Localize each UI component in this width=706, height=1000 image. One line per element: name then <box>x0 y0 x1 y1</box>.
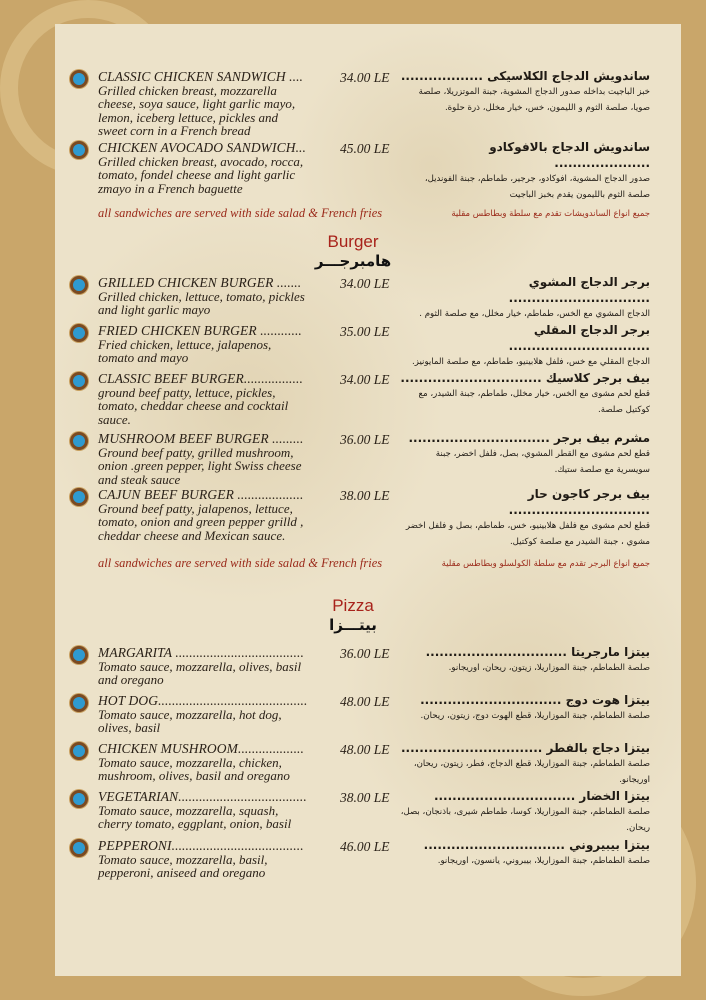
item-description: Tomato sauce, mozzarella, squash, cherry tomato, eggplant, onion, basil <box>98 802 292 831</box>
item-description: Grilled chicken breast, avocado, rocca, tomato, fondel cheese and light garlic zmayo in a French baguette <box>98 153 304 196</box>
item-english <box>98 70 308 138</box>
item-name-ar: بيف برجر كاجون حار ............................... <box>508 487 650 517</box>
item-english <box>98 646 308 687</box>
section-note-ar: جميع انواع الساندويشات تقدم مع سلطة وبطاطس مقلية <box>451 209 650 219</box>
item-name: FRIED CHICKEN BURGER ............ <box>98 323 302 338</box>
item-price: 48.00 LE <box>340 742 390 757</box>
item-name: CAJUN BEEF BURGER ................... <box>98 487 304 502</box>
item-name-ar: ساندويش الدجاج بالافوكادو ..................... <box>489 140 650 170</box>
item-english <box>98 141 308 195</box>
section-note: all sandwiches are served with side salad & French fries <box>98 556 383 570</box>
item-price: 35.00 LE <box>340 324 390 339</box>
item-name: CHICKEN MUSHROOM................... <box>98 741 304 756</box>
item-description-ar: قطع لحم مشوى مع فلفل هلابينيو، خس، طماطم، بصل و فلفل اخضر مشوي ، جبنة الشيدر مع صلصة كوكتيل. <box>405 521 650 547</box>
item-price: 34.00 LE <box>340 70 390 85</box>
item-english <box>98 742 308 783</box>
item-description: Tomato sauce, mozzarella, olives, basil and oregano <box>98 658 302 687</box>
section-note: all sandwiches are served with side salad & French fries <box>98 206 383 220</box>
item-description-ar: قطع لحم مشوى مع الخس، خيار مخلل، طماطم، جبنة الشيدر، مع كوكتيل صلصة. <box>418 389 650 415</box>
item-arabic <box>400 322 650 370</box>
item-name-ar: بيتزا مارجريتا ............................... <box>425 645 650 659</box>
item-description: Ground beef patty, jalapenos, lettuce, tomato, onion and green pepper grilld , cheddar cheese and Mexican sauce. <box>98 500 304 543</box>
item-description: ground beef patty, lettuce, pickles, tomato, cheddar cheese and cocktail sauce. <box>98 384 289 427</box>
item-name-ar: بيف برجر كلاسيك ............................... <box>400 371 650 385</box>
item-english <box>98 276 308 317</box>
section-title-ar-burger: هامبرجـــر <box>314 252 392 270</box>
item-english <box>98 839 308 880</box>
item-name: VEGETARIAN..................................... <box>98 789 307 804</box>
item-description-ar: خبز الباجيت بداخله صدور الدجاج المشوية، جبنة الموتزريلا، صلصة صويا، صلصة الثوم و الليمون، خس، خيار مخلل، ذرة حلوة. <box>418 87 650 113</box>
item-arabic <box>400 692 650 724</box>
menu-bullet-icon <box>70 324 88 342</box>
item-price: 48.00 LE <box>340 694 390 709</box>
item-arabic <box>400 430 650 478</box>
menu-bullet-icon <box>70 742 88 760</box>
item-arabic <box>400 68 650 116</box>
item-arabic <box>400 370 650 418</box>
item-english <box>98 694 308 735</box>
item-description: Fried chicken, lettuce, jalapenos, tomato and mayo <box>98 336 272 365</box>
item-description-ar: قطع لحم مشوى مع القطر المشوي، بصل، فلفل اخضر، جبنة سويسرية مع صلصة ستيك. <box>435 449 650 475</box>
item-name: CHICKEN AVOCADO SANDWICH... <box>98 140 307 155</box>
item-arabic <box>400 644 650 676</box>
item-english <box>98 372 308 426</box>
menu-bullet-icon <box>70 488 88 506</box>
menu-bullet-icon <box>70 276 88 294</box>
menu-bullet-icon <box>70 70 88 88</box>
item-description-ar: صدور الدجاج المشوية، افوكادو، جرجير، طماطم، جبنة الفونديل، صلصة الثوم بالليمون يقدم بخبز الباجيت <box>424 174 650 200</box>
item-description: Grilled chicken, lettuce, tomato, pickles and light garlic mayo <box>98 288 305 317</box>
section-title-ar-pizza: بيتـــزا <box>329 616 377 634</box>
item-description-ar: صلصة الطماطم، جبنة الموزاريلا، كوسا، طماطم شيرى، باذنجان، بصل، ريحان. <box>400 807 650 833</box>
item-arabic <box>400 486 650 550</box>
menu-bullet-icon <box>70 432 88 450</box>
item-name-ar: بيتزا هوت دوج ............................... <box>420 693 650 707</box>
item-description-ar: صلصة الطماطم، جبنة الموزاريلا، زيتون، ريحان، اوريجانو. <box>448 663 650 673</box>
item-name-ar: برجر الدجاج المشوي ............................... <box>508 275 650 305</box>
item-arabic <box>400 139 650 203</box>
item-price: 34.00 LE <box>340 276 390 291</box>
item-price: 36.00 LE <box>340 432 390 447</box>
menu-bullet-icon <box>70 646 88 664</box>
item-name-ar: برجر الدجاج المقلي ............................... <box>508 323 650 353</box>
item-price: 46.00 LE <box>340 839 390 854</box>
item-name-ar: بيتزا بيبيروني ............................... <box>423 838 650 852</box>
item-description-ar: صلصة الطماطم، جبنة الموزاريلا، بيبروني، يانسون، اوريجانو. <box>437 856 650 866</box>
menu-bullet-icon <box>70 141 88 159</box>
item-name: CLASSIC CHICKEN SANDWICH .... <box>98 69 304 84</box>
item-name: CLASSIC BEEF BURGER................. <box>98 371 303 386</box>
item-name: PEPPERONI...................................... <box>98 838 304 853</box>
item-arabic <box>400 788 650 836</box>
item-price: 38.00 LE <box>340 790 390 805</box>
item-description: Tomato sauce, mozzarella, chicken, mushroom, olives, basil and oregano <box>98 754 290 783</box>
item-name-ar: بيتزا دجاج بالفطر ............................... <box>401 741 650 755</box>
item-description-ar: صلصة الطماطم، جبنة الموزاريلا، قطع الدجاج، فطر، زيتون، ريحان، اوريجانو. <box>413 759 650 785</box>
section-title-pizza: Pizza <box>332 596 374 615</box>
item-english <box>98 488 308 542</box>
section-title-burger: Burger <box>327 232 379 251</box>
item-description: Ground beef patty, grilled mushroom, onion .green pepper, light Swiss cheese and steak sauce <box>98 444 302 487</box>
item-name-ar: ساندويش الدجاج الكلاسيكى .................. <box>400 69 650 83</box>
item-name: MUSHROOM BEEF BURGER ......... <box>98 431 304 446</box>
item-arabic <box>400 274 650 322</box>
item-name: GRILLED CHICKEN BURGER ....... <box>98 275 302 290</box>
item-price: 38.00 LE <box>340 488 390 503</box>
menu-bullet-icon <box>70 372 88 390</box>
section-note-ar: جميع انواع البرجر تقدم مع سلطة الكولسلو وبطاطس مقلية <box>441 559 650 569</box>
menu-bullet-icon <box>70 790 88 808</box>
item-description-ar: الدجاج المقلي مع خس، فلفل هلابينيو، طماطم، مع صلصة المايونيز. <box>411 357 650 367</box>
menu-bullet-icon <box>70 839 88 857</box>
item-name: MARGARITA ..................................... <box>98 645 304 660</box>
item-description-ar: الدجاج المشوي مع الخس، طماطم، خيار مخلل، مع صلصة الثوم . <box>419 309 650 319</box>
item-description: Tomato sauce, mozzarella, hot dog, olives, basil <box>98 706 282 735</box>
item-description: Grilled chicken breast, mozzarella cheese, soya sauce, light garlic mayo, lemon, iceberg lettuce, pickles and sweet corn in a French bread <box>98 82 296 138</box>
item-arabic <box>400 740 650 788</box>
item-english <box>98 432 308 486</box>
item-arabic <box>400 837 650 869</box>
item-english <box>98 790 308 831</box>
item-english <box>98 324 308 365</box>
item-name: HOT DOG........................................... <box>98 693 308 708</box>
item-price: 36.00 LE <box>340 646 390 661</box>
item-price: 34.00 LE <box>340 372 390 387</box>
item-name-ar: مشرم بيف برجر ............................... <box>408 431 650 445</box>
item-name-ar: بيتزا الخضار ............................... <box>433 789 650 803</box>
item-price: 45.00 LE <box>340 141 390 156</box>
item-description-ar: صلصة الطماطم، جبنة الموزاريلا، قطع الهوت دوج، زيتون، ريحان. <box>420 711 650 721</box>
menu-bullet-icon <box>70 694 88 712</box>
item-description: Tomato sauce, mozzarella, basil, pepperoni, aniseed and oregano <box>98 851 268 880</box>
